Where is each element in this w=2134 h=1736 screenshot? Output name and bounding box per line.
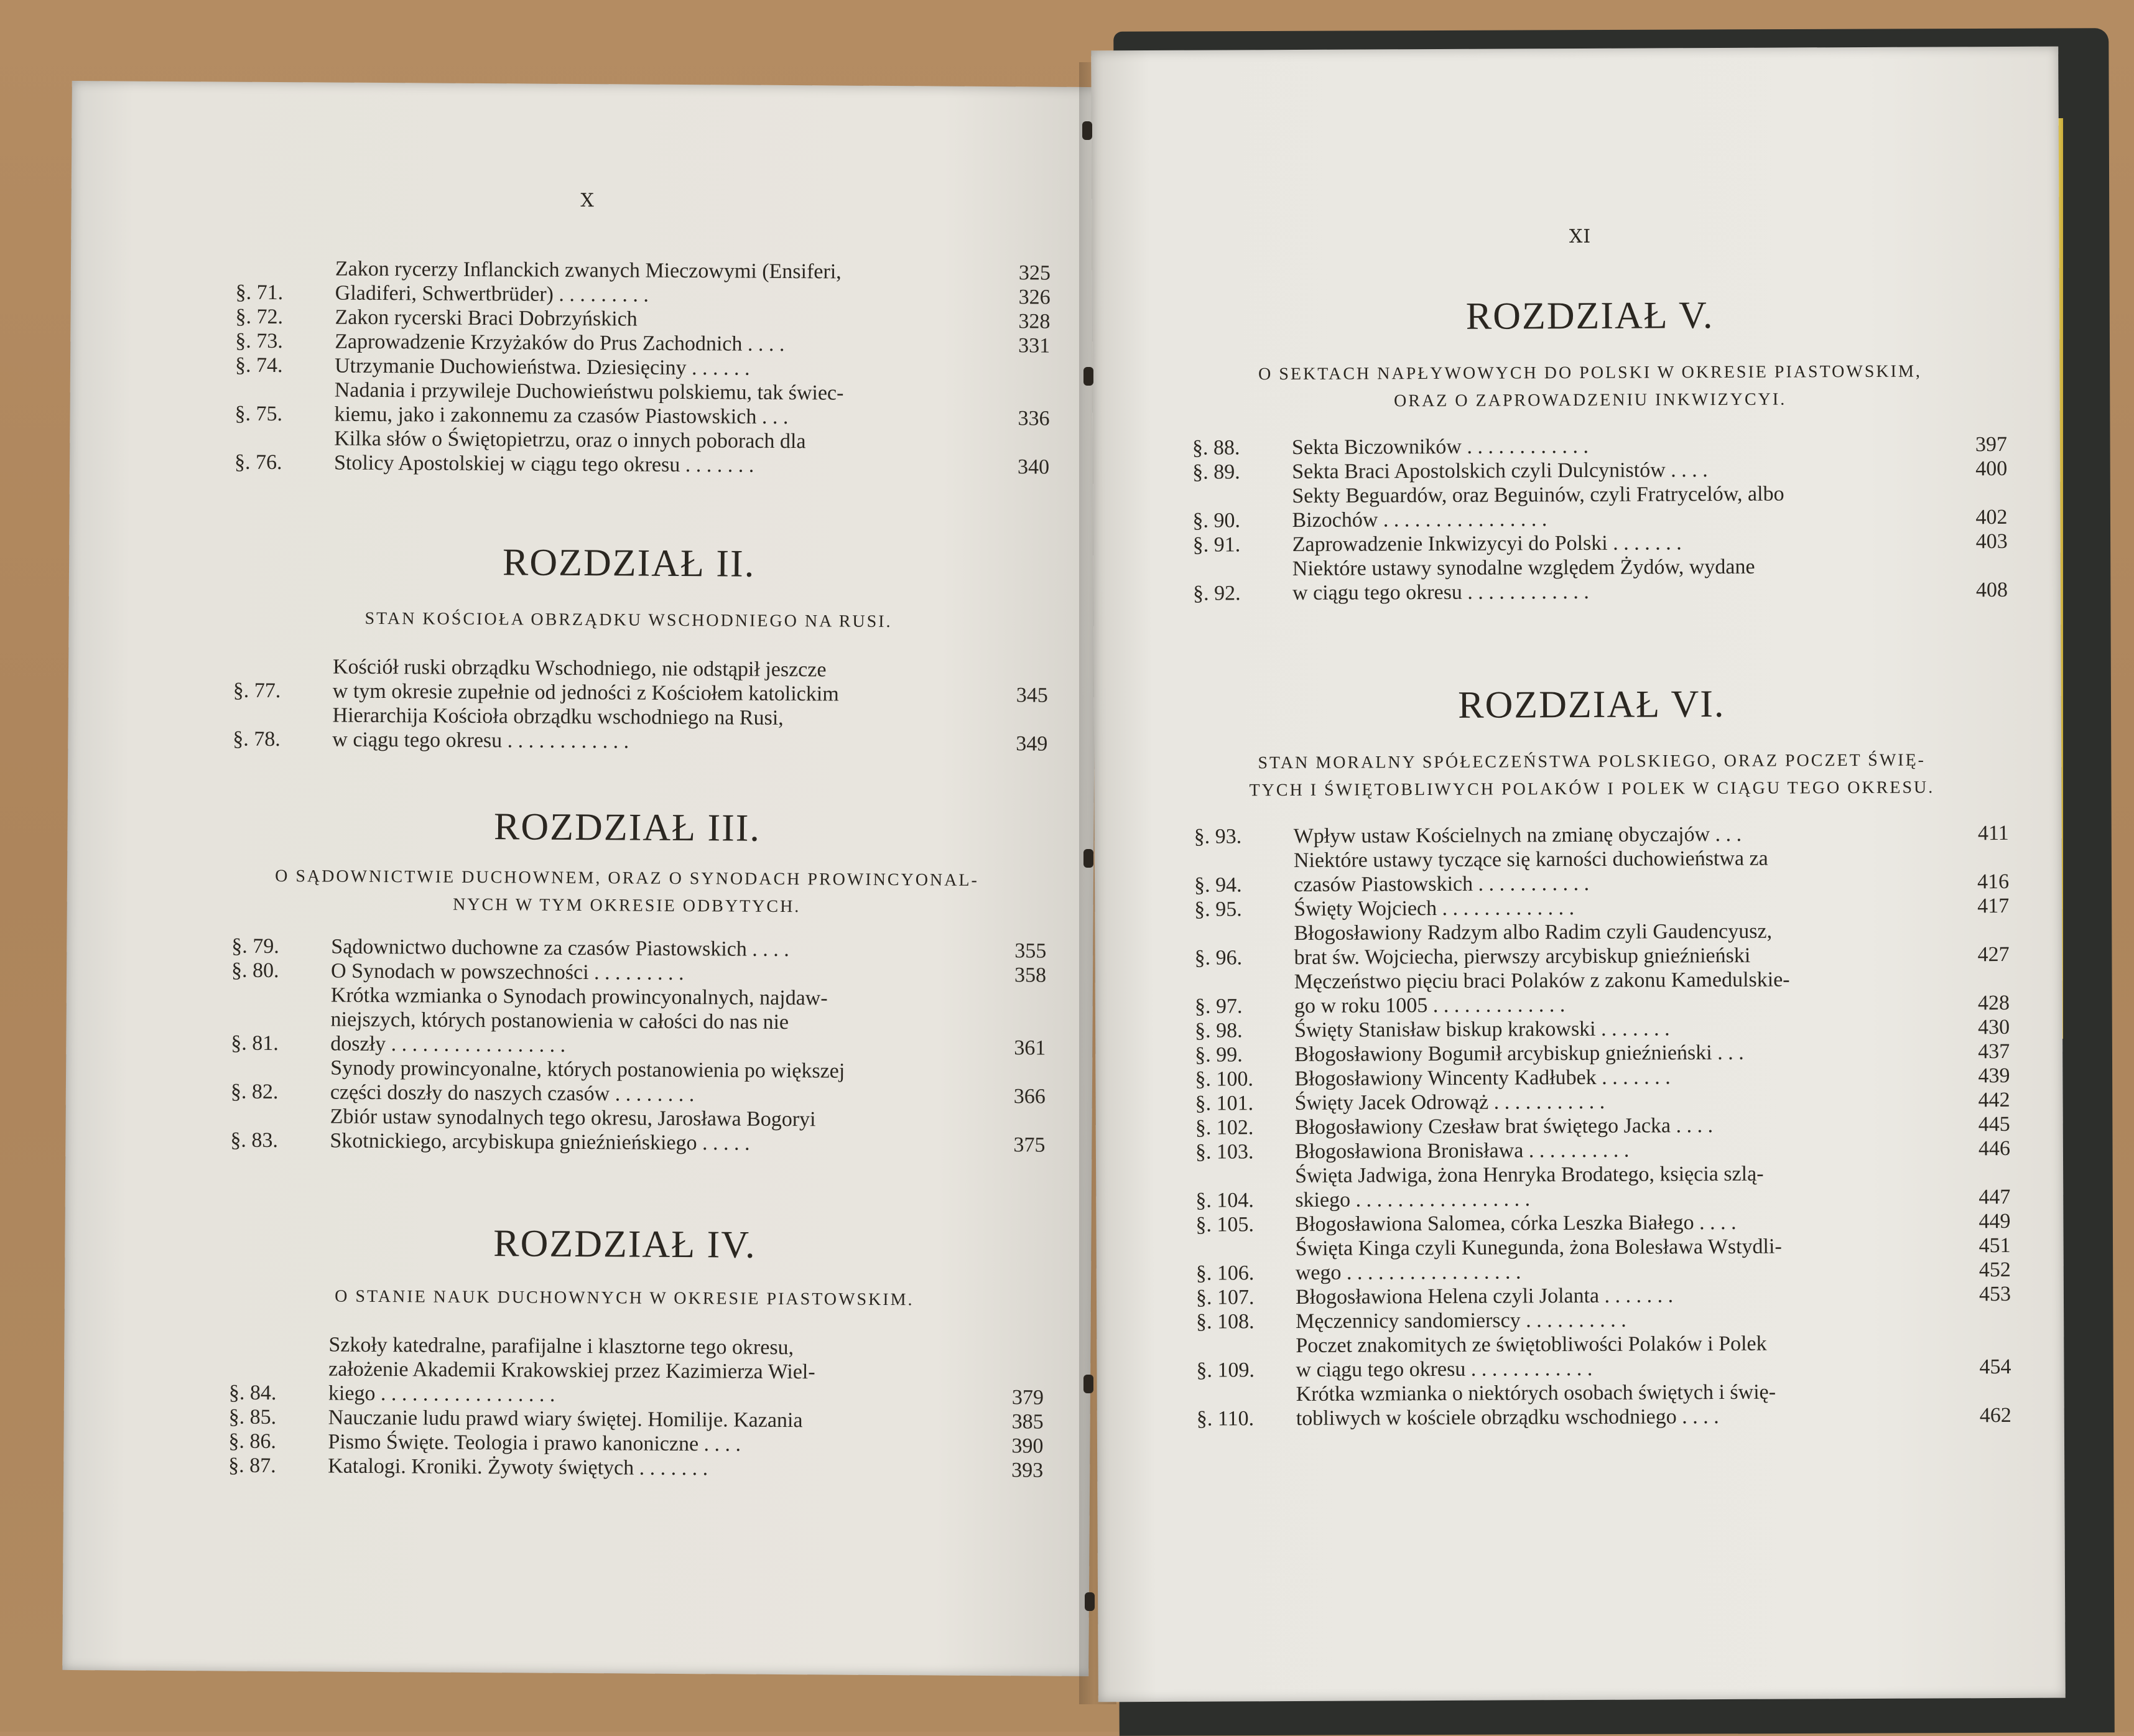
binding-stitch — [1083, 1375, 1093, 1393]
toc-entry — [1195, 1161, 2010, 1213]
section-number: §. 87. — [228, 1454, 328, 1478]
section-number: §. 107. — [1196, 1285, 1296, 1310]
entry-title: Niektóre ustawy synodalne względem Żydów, wydane w ciągu tego okresu . . . . . . . . . . . . . . . — [1292, 554, 1939, 605]
entry-title: Błogosławiona Salomea, córka Leszka Białego . . . . . . . — [1295, 1209, 1942, 1237]
page-number: 447 — [1942, 1185, 2010, 1209]
entry-title: Utrzymanie Duchowieństwa. Dziesięciny . . . . . . . . . — [335, 354, 981, 382]
entry-title: Wpływ ustaw Kościelnych na zmianę obyczajów . . . . . . — [1294, 821, 1941, 848]
entry-title: Pismo Święte. Teologia i prawo kanoniczne . . . . . . . — [328, 1430, 975, 1458]
entry-title: Sekty Beguardów, oraz Beguinów, czyli Fratrycelów, albo Bizochów . . . . . . . . . . . . . . . . . . . — [1292, 481, 1939, 532]
section-number: §. 72. — [235, 305, 335, 330]
toc-entry — [234, 426, 1049, 480]
section-number: §. 109. — [1196, 1358, 1296, 1383]
toc-entry — [1195, 1112, 2010, 1140]
chapter-6-title: ROZDZIAŁ VI. — [1187, 681, 1996, 729]
section-number: §. 95. — [1194, 897, 1294, 922]
section-number: §. 102. — [1195, 1115, 1295, 1140]
section-number: §. 79. — [231, 934, 331, 959]
page-number: 417 — [1941, 894, 2009, 918]
right-folio: XI — [1555, 226, 1605, 248]
section-number: §. 81. — [231, 1031, 330, 1056]
entry-title: Synody prowincyonalne, których postanowienia po większej części doszły do naszych czasów . . . . . . . . . . . — [330, 1056, 977, 1108]
entry-title: Zaprowadzenie Inkwizycyi do Polski . . . . . . . . . . — [1292, 529, 1939, 557]
toc-entry — [228, 1454, 1043, 1483]
chapter-4-list — [228, 1332, 1044, 1483]
page-number: 340 — [981, 455, 1049, 480]
toc-entry — [231, 983, 1046, 1061]
page-number: 385 — [975, 1409, 1044, 1434]
section-number: §. 76. — [234, 450, 334, 475]
entry-title: O Synodach w powszechności . . . . . . . . . . . . — [331, 959, 978, 987]
section-number: §. 96. — [1194, 945, 1294, 970]
entry-title: Nadania i przywileje Duchowieństwu polskiemu, tak świec- kiemu, jako i zakonnemu za czasów Piastowskich . . . . . . — [334, 378, 981, 430]
chapter-3-title: ROZDZIAŁ III. — [223, 803, 1031, 852]
page-number: 437 — [1941, 1039, 2010, 1064]
toc-entry — [1195, 1015, 2010, 1043]
page-number: 400 — [1939, 457, 2007, 481]
page-number: 408 — [1939, 578, 2008, 602]
section-number: §. 105. — [1195, 1212, 1295, 1237]
page-number: 361 — [977, 1036, 1046, 1061]
section-number: §. 100. — [1195, 1067, 1294, 1092]
page-number: 454 — [1942, 1355, 2011, 1379]
toc-entry — [1195, 967, 2010, 1019]
page-number: 375 — [977, 1133, 1045, 1158]
entry-title: Błogosławiony Radzym albo Radim czyli Gaudencyusz, brat św. Wojciecha, pierwszy arcybiskup gnieźnieński . . . — [1294, 918, 1941, 970]
entry-title: Męczeństwo pięciu braci Polaków z zakonu Kamedulskie- go w roku 1005 . . . . . . . . . . . . . . . . — [1294, 967, 1941, 1018]
toc-entry — [1196, 1282, 2011, 1310]
toc-entry — [1193, 529, 2008, 557]
page-number: 325 326 — [982, 261, 1051, 310]
entry-title: Święty Jacek Odrowąż . . . . . . . . . . . . . . — [1295, 1088, 1942, 1115]
section-number: §. 90. — [1192, 508, 1292, 533]
page-number: 390 — [975, 1434, 1043, 1459]
entry-title: Święta Jadwiga, żona Henryka Brodatego, księcia szlą- skiego . . . . . . . . . . . . . . . . . . . . — [1295, 1161, 1942, 1212]
entry-title: Sekta Braci Apostolskich czyli Dulcynistów . . . . . . . — [1292, 457, 1939, 484]
toc-entry — [1196, 1233, 2011, 1286]
left-top-list — [234, 256, 1051, 480]
page-number: 453 — [1942, 1282, 2011, 1306]
left-page — [62, 81, 1098, 1676]
page-number: 442 — [1942, 1088, 2010, 1112]
entry-title: Męczennicy sandomierscy . . . . . . . . . . . . . — [1296, 1306, 1942, 1334]
section-number: §. 103. — [1195, 1140, 1295, 1164]
chapter-5-subtitle: O SEKTACH NAPŁYWOWYCH DO POLSKI W OKRESIE PIASTOWSKIM, ORAZ O ZAPROWADZENIU INKWIZYCYI. — [1161, 358, 2019, 416]
page-number: 358 — [978, 963, 1046, 988]
toc-entry — [1196, 1306, 2011, 1334]
chapter-6-subtitle: STAN MORALNY SPÓŁECZEŃSTWA POLSKIEGO, ORAZ POCZET ŚWIĘ- TYCH I ŚWIĘTOBLIWYCH POLAKÓW I POLEK W CIĄGU TEGO OKRESU. — [1156, 746, 2027, 805]
page-number: 449 — [1942, 1209, 2010, 1233]
entry-title: Katalogi. Kroniki. Żywoty świętych . . . . . . . . . . — [328, 1454, 975, 1482]
toc-entry — [1196, 1330, 2011, 1383]
page-number: 355 — [978, 939, 1046, 963]
toc-entry — [230, 1104, 1045, 1158]
section-number: §. 78. — [233, 727, 332, 752]
entry-title: Błogosławiona Helena czyli Jolanta . . . . . . . . . . — [1296, 1282, 1942, 1309]
section-number: §. 93. — [1194, 824, 1294, 849]
entry-title: Kościół ruski obrządku Wschodniego, nie odstąpił jeszcze w tym okresie zupełnie od jedności z Kościołem katolickim . . . — [333, 655, 980, 707]
section-number: §. 83. — [230, 1128, 330, 1153]
chapter-5-list — [1192, 432, 2008, 606]
section-number: §. 86. — [228, 1429, 328, 1454]
page-number: 402 — [1939, 505, 2007, 529]
page-number: 379 — [975, 1385, 1044, 1410]
page-number: 411 — [1941, 821, 2009, 845]
toc-entry — [1192, 481, 2007, 533]
page-number: 451 452 — [1942, 1233, 2011, 1282]
toc-entry — [1194, 821, 2009, 849]
binding-stitch — [1082, 121, 1092, 140]
section-number: §. 97. — [1195, 994, 1294, 1019]
toc-entry — [234, 378, 1049, 431]
entry-title: Poczet znakomitych ze świętobliwości Polaków i Polek w ciągu tego okresu . . . . . . . . . . . . . . . — [1296, 1330, 1942, 1382]
page-number: 366 — [977, 1084, 1046, 1109]
entry-title: Kilka słów o Świętopietrzu, oraz o innych poborach dla Stolicy Apostolskiej w ciągu tego okresu . . . . . . . . . . — [334, 427, 981, 479]
chapter-2-list — [233, 654, 1048, 756]
section-number: §. 108. — [1196, 1309, 1296, 1334]
section-number: §. 88. — [1192, 435, 1292, 460]
right-page — [1091, 47, 2066, 1702]
toc-entry — [1195, 1136, 2010, 1164]
toc-entry — [231, 1056, 1046, 1109]
toc-entry — [1195, 1088, 2010, 1116]
entry-title: Święta Kinga czyli Kunegunda, żona Bolesława Wstydli- wego . . . . . . . . . . . . . . . . . . . . — [1296, 1233, 1942, 1285]
page-number: 403 — [1939, 529, 2008, 554]
page-number: 328 — [981, 309, 1050, 334]
section-number: §. 101. — [1195, 1091, 1295, 1116]
section-number: §. 94. — [1194, 873, 1294, 898]
entry-title: Zakon rycerzy Inflanckich zwanych Mieczowymi (Ensiferi, Gladiferi, Schwertbrüder) . . . . . . . . . . . . — [335, 257, 982, 309]
chapter-5-title: ROZDZIAŁ V. — [1185, 292, 1994, 340]
entry-title: Zaprowadzenie Krzyżaków do Prus Zachodnich . . . . . . . — [335, 330, 981, 358]
binding-stitch — [1085, 1592, 1095, 1611]
section-number: §. 77. — [233, 679, 333, 703]
chapter-4-title: ROZDZIAŁ IV. — [220, 1220, 1029, 1269]
page-number: 336 — [981, 406, 1049, 431]
section-number: §. 85. — [229, 1405, 328, 1430]
entry-title: Sekta Biczowników . . . . . . . . . . . . . . . — [1292, 432, 1939, 460]
entry-title: Błogosławiony Wincenty Kadłubek . . . . . . . . . . — [1294, 1064, 1941, 1091]
page-number: 416 — [1941, 870, 2009, 894]
toc-entry — [1195, 1209, 2010, 1237]
section-number: §. 110. — [1197, 1406, 1296, 1431]
toc-entry — [1194, 918, 2009, 970]
entry-title: Hierarchija Kościoła obrządku wschodniego na Rusi, w ciągu tego okresu . . . . . . . . . . . . . . . — [332, 703, 979, 756]
section-number: §. 89. — [1192, 460, 1292, 485]
toc-entry — [1194, 894, 2009, 922]
entry-title: Błogosławiony Czesław brat świętego Jacka . . . . . . . — [1295, 1112, 1942, 1140]
toc-entry — [1195, 1039, 2010, 1067]
entry-title: Krótka wzmianka o niektórych osobach świętych i świę- tobliwych w kościele obrządku wschodniego . . . . . . . — [1296, 1379, 1943, 1431]
page-number: 446 — [1942, 1136, 2010, 1161]
entry-title: Sądownictwo duchowne za czasów Piastowskich . . . . . . . — [331, 935, 978, 963]
entry-title: Szkoły katedralne, parafijalne i klasztorne tego okresu, założenie Akademii Krakowskiej przez Kazimierza Wiel- kiego . . . . . . . . . . . . . . . . . . . . — [328, 1333, 976, 1409]
entry-title: Zakon rycerski Braci Dobrzyńskich . . . — [335, 305, 981, 333]
page-number: 430 — [1941, 1015, 2010, 1039]
section-number: §. 71. — [236, 281, 335, 305]
entry-title: Krótka wzmianka o Synodach prowincyonalnych, najdaw- niejszych, których postanowienia w całości do nas nie doszły . . . . . . . . . . . . . . . . . . . . — [330, 983, 978, 1060]
page-number: 393 — [975, 1458, 1043, 1483]
toc-entry — [1197, 1379, 2011, 1431]
section-number: §. 82. — [231, 1080, 330, 1105]
toc-entry — [1194, 845, 2009, 898]
page-number: 428 — [1941, 991, 2010, 1015]
entry-title: Błogosławiona Bronisława . . . . . . . . . . . . . — [1295, 1136, 1942, 1164]
chapter-2-subtitle: STAN KOŚCIOŁA OBRZĄDKU WSCHODNIEGO NA RUSI. — [224, 604, 1032, 636]
toc-entry — [229, 1332, 1044, 1410]
toc-entry — [1193, 554, 2008, 606]
section-number: §. 74. — [235, 353, 335, 378]
section-number: §. 80. — [231, 959, 331, 983]
section-number: §. 84. — [229, 1381, 328, 1406]
page-number: 445 — [1942, 1112, 2010, 1136]
section-number: §. 75. — [234, 402, 334, 427]
page-number: 345 — [980, 683, 1048, 708]
entry-title: Nauczanie ludu prawd wiary świętej. Homilije. Kazania . . . — [328, 1406, 975, 1434]
page-number: 331 — [981, 333, 1050, 358]
toc-entry — [1195, 1064, 2010, 1092]
toc-entry — [236, 256, 1051, 310]
toc-entry — [233, 654, 1048, 708]
page-number: 462 — [1943, 1403, 2011, 1427]
page-number: 349 — [979, 731, 1047, 756]
section-number: §. 92. — [1193, 581, 1292, 606]
entry-title: Błogosławiony Bogumił arcybiskup gnieźnieński . . . . . . — [1294, 1039, 1941, 1067]
toc-entry — [233, 703, 1047, 756]
section-number: §. 104. — [1195, 1188, 1295, 1213]
entry-title: Święty Stanisław biskup krakowski . . . . . . . . . . — [1294, 1015, 1941, 1042]
chapter-3-list — [230, 934, 1046, 1158]
page-number: 439 — [1941, 1064, 2010, 1088]
entry-title: Święty Wojciech . . . . . . . . . . . . . . . . — [1294, 894, 1941, 921]
left-folio: X — [569, 190, 606, 211]
chapter-2-title: ROZDZIAŁ II. — [225, 539, 1033, 588]
section-number: §. 99. — [1195, 1042, 1294, 1067]
page-number: 427 — [1941, 942, 2009, 967]
entry-title: Zbiór ustaw synodalnych tego okresu, Jarosława Bogoryi Skotnickiego, arcybiskupa gnieźnieńskiego . . . . . . . . — [330, 1105, 977, 1157]
chapter-4-subtitle: O STANIE NAUK DUCHOWNYCH W OKRESIE PIASTOWSKIM. — [220, 1282, 1029, 1314]
chapter-3-subtitle: O SĄDOWNICTWIE DUCHOWNEM, ORAZ O SYNODACH PROWINCYONAL- NYCH W TYM OKRESIE ODBYTYCH. — [198, 862, 1057, 922]
section-number: §. 91. — [1193, 532, 1292, 557]
chapter-6-list — [1194, 821, 2011, 1431]
section-number: §. 98. — [1195, 1018, 1294, 1043]
binding-stitch — [1083, 367, 1093, 386]
section-number: §. 73. — [235, 329, 335, 354]
binding-stitch — [1083, 849, 1093, 868]
page-number: 397 — [1939, 432, 2007, 457]
toc-entry — [1192, 432, 2007, 460]
section-number: §. 106. — [1196, 1261, 1296, 1286]
toc-entry — [1192, 457, 2007, 485]
entry-title: Niektóre ustawy tyczące się karności duchowieństwa za czasów Piastowskich . . . . . . . . . . . . . . — [1294, 845, 1941, 897]
